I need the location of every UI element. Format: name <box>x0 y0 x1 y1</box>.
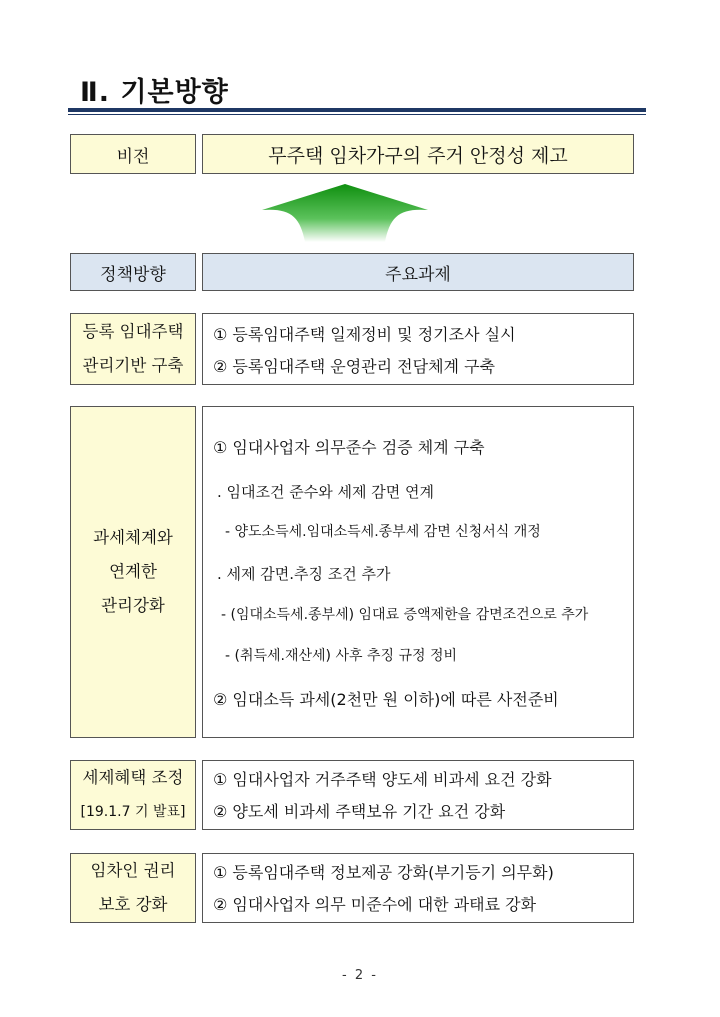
vision-label-text: 비전 <box>116 146 150 167</box>
header-main-tasks <box>202 253 634 291</box>
row3-label-note: [19.1.7 기 발표] <box>80 804 186 820</box>
row2-items <box>202 406 634 738</box>
task-item: ① 임대사업자 거주주택 양도세 비과세 요건 강화 <box>213 770 552 789</box>
task-item: ① 등록임대주택 일제정비 및 정기조사 실시 <box>213 325 516 344</box>
task-item: ② 등록임대주택 운영관리 전담체계 구축 <box>213 357 495 376</box>
row1-label-line: 관리기반 구축 <box>82 356 184 375</box>
task-item: ② 양도세 비과세 주택보유 기간 요건 강화 <box>213 802 506 821</box>
row3-items <box>202 760 634 830</box>
task-detail: - 양도소득세.임대소득세.종부세 감면 신청서식 개정 <box>225 524 541 540</box>
row4-items <box>202 853 634 923</box>
task-subitem: . 임대조건 준수와 세제 감면 연계 <box>217 483 434 501</box>
title-underline-thick <box>68 108 646 112</box>
section-title: Ⅱ. 기본방향 <box>80 77 229 108</box>
task-subitem: . 세제 감면.추징 조건 추가 <box>217 565 391 583</box>
row2-label-line: 연계한 <box>109 562 157 581</box>
vision-statement-text: 무주택 임차가구의 주거 안정성 제고 <box>268 144 568 167</box>
row4-label <box>70 853 196 923</box>
task-detail: - (임대소득세.종부세) 임대료 증액제한을 감면조건으로 추가 <box>221 607 589 623</box>
row4-label-line: 임차인 권리 <box>90 861 176 880</box>
row1-label-line: 등록 임대주택 <box>82 322 184 341</box>
task-item: ② 임대소득 과세(2천만 원 이하)에 따른 사전준비 <box>213 690 559 709</box>
row2-label <box>70 406 196 738</box>
row3-label <box>70 760 196 830</box>
row1-label <box>70 313 196 385</box>
title-underline-thin <box>68 114 646 115</box>
page-number: - 2 - <box>342 968 378 983</box>
header-policy-direction-text: 정책방향 <box>100 264 166 285</box>
row2-label-line: 관리강화 <box>101 596 165 615</box>
row2-label-line: 과세체계와 <box>93 528 173 547</box>
task-detail: - (취득세.재산세) 사후 추징 규정 정비 <box>225 648 458 664</box>
task-item: ② 임대사업자 의무 미준수에 대한 과태료 강화 <box>213 895 537 914</box>
up-arrow-icon <box>250 182 440 242</box>
task-item: ① 등록임대주택 정보제공 강화(부기등기 의무화) <box>213 863 554 882</box>
row1-items <box>202 313 634 385</box>
vision-label <box>70 134 196 174</box>
row4-label-line: 보호 강화 <box>98 895 168 914</box>
header-main-tasks-text: 주요과제 <box>385 264 451 285</box>
header-policy-direction <box>70 253 196 291</box>
task-item: ① 임대사업자 의무준수 검증 체계 구축 <box>213 438 485 457</box>
row3-label-line: 세제혜택 조정 <box>82 768 184 787</box>
vision-statement <box>202 134 634 174</box>
